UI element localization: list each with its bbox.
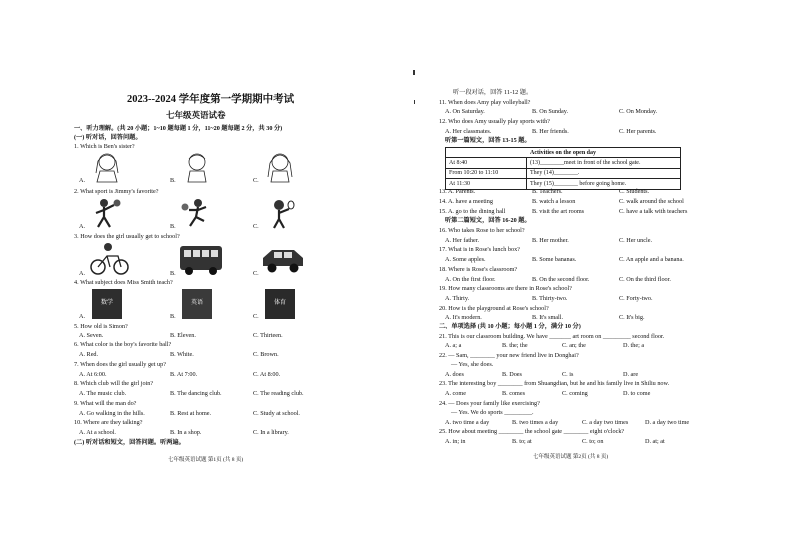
option-b: B. comes [502, 390, 526, 397]
table-cell-time: From 10:20 to 11:10 [446, 168, 527, 178]
part-1-heading: (一) 听对话，回答问题。 [74, 134, 142, 141]
option-label-a: A. [79, 313, 86, 320]
question-18: 18. Where is Rose's classroom? [439, 266, 518, 273]
activity-table [445, 147, 681, 190]
option-c: C. Students. [619, 188, 650, 195]
option-a: A. Her classmates. [445, 128, 492, 135]
table-header-row [446, 148, 681, 158]
option-d: D. are [623, 371, 639, 378]
option-label-c: C. [253, 177, 259, 184]
option-a: A. a; a [445, 342, 462, 349]
question-6: 6. What color is the boy's favorite ball? [74, 341, 172, 348]
bicycle-picture [88, 242, 132, 276]
math-book-title: 数学 [100, 299, 113, 306]
table-row [446, 168, 681, 178]
girl-picture-c [265, 151, 295, 183]
pe-book-title: 体育 [273, 299, 286, 306]
question-8: 8. Which club will the girl join? [74, 380, 154, 387]
option-c: C. Forty-two. [619, 295, 653, 302]
option-d: D. at; at [645, 438, 665, 445]
option-b: B. Her mother. [532, 237, 569, 244]
table-row [446, 158, 681, 168]
question-4: 4. What subject does Miss Smith teach? [74, 279, 173, 286]
scan-mark [414, 100, 415, 104]
option-c: C. On the third floor. [619, 276, 671, 283]
option-c: C. Thirteen. [253, 332, 283, 339]
table-cell-activity: They (15)________ before going home. [527, 179, 681, 189]
option-a: A. On Saturday. [445, 108, 485, 115]
section-1-heading: 一、听力理解。(共 20 小题；1~10 题每题 1 分，11~20 题每题 2 分，共 30 分) [74, 125, 283, 132]
option-a: 14. A. have a meeting [439, 198, 493, 205]
question-10: 10. Where are they talking? [74, 419, 143, 426]
option-a: A. Go walking in the hills. [79, 410, 145, 417]
page-footer: 七年级英语试题 第1页 (共 8 页) [168, 457, 244, 463]
option-c: C. coming [562, 390, 588, 397]
option-a: 13. A. Parents. [439, 188, 476, 195]
question-2: 2. What sport is Jimmy's favorite? [74, 188, 159, 195]
option-a: A. in; in [445, 438, 466, 445]
option-b: B. At 7:00. [170, 371, 198, 378]
option-c: C. Her parents. [619, 128, 657, 135]
option-b: B. the; the [502, 342, 528, 349]
option-a: A. At a school. [79, 429, 116, 436]
option-c: C. walk around the school [619, 198, 684, 205]
english-book-picture [182, 289, 212, 319]
option-c: C. An apple and a banana. [619, 256, 684, 263]
scan-mark [413, 70, 415, 75]
question-24-reply: — Yes. We do sports _________. [451, 409, 534, 416]
option-a: A. Her father. [445, 237, 480, 244]
question-7: 7. When does the girl usually get up? [74, 361, 166, 368]
option-b: B. In a shop. [170, 429, 202, 436]
option-b: B. Rest at home. [170, 410, 212, 417]
option-a: A. come [445, 390, 466, 397]
girl-picture-a [92, 151, 122, 183]
option-b: B. Teachers. [532, 188, 563, 195]
question-3: 3. How does the girl usually get to school? [74, 233, 180, 240]
option-c: C. have a talk with teachers [619, 208, 688, 215]
option-d: D. the; a [623, 342, 645, 349]
option-d: D. to come [623, 390, 651, 397]
option-b: B. The dancing club. [170, 390, 222, 397]
tennis-player-picture [263, 197, 295, 229]
question-21: 21. This is our classroom building. We have _______ art room on _________ second floor. [439, 333, 665, 340]
question-24: 24. — Does your family like exercising? [439, 400, 540, 407]
option-a: A. At 6:00. [79, 371, 107, 378]
option-label-a: A. [79, 270, 86, 277]
option-a: A. Seven. [79, 332, 104, 339]
question-22: 22. — Sam, ________ your new friend live in Donghai? [439, 352, 579, 359]
option-c: C. On Monday. [619, 108, 658, 115]
option-label-c: C. [253, 313, 259, 320]
option-d: D. a day two time [645, 419, 690, 426]
option-a: A. does [445, 371, 464, 378]
question-11: 11. When does Amy play volleyball? [439, 99, 531, 106]
option-a: A. two time a day [445, 419, 490, 426]
pe-book-picture [265, 289, 295, 319]
option-c: C. It's big. [619, 314, 645, 321]
table-cell-time: At 8:40 [446, 158, 527, 168]
option-b: B. visit the art rooms [532, 208, 585, 215]
option-b: B. Her friends. [532, 128, 569, 135]
option-c: C. is [562, 371, 574, 378]
option-b: B. to; at [512, 438, 532, 445]
option-a: A. Some apples. [445, 256, 486, 263]
option-a: 15. A. go to the dining hall [439, 208, 506, 215]
car-picture [260, 242, 306, 276]
page-footer: 七年级英语试题 第2页 (共 8 页) [533, 454, 609, 460]
option-label-c: C. [253, 223, 259, 230]
option-b: B. White. [170, 351, 194, 358]
option-b: B. Some bananas. [532, 256, 577, 263]
basketball-player-picture [90, 197, 124, 229]
passage-2-intro: 听第二篇短文，回答 16-20 题。 [445, 217, 531, 224]
option-b: B. It's small. [532, 314, 564, 321]
question-1: 1. Which is Ben's sister? [74, 143, 135, 150]
exam-title: 2023--2024 学年度第一学期期中考试 [127, 94, 295, 105]
exam-page-2 [397, 0, 794, 549]
section-2-heading: 二、单项选择 (共 10 小题；每小题 1 分，满分 10 分) [439, 323, 581, 330]
exam-subtitle: 七年级英语试卷 [166, 110, 226, 120]
option-label-b: B. [170, 177, 176, 184]
option-b: B. Thirty-two. [532, 295, 568, 302]
question-5: 5. How old is Simon? [74, 323, 128, 330]
option-b: B. Eleven. [170, 332, 196, 339]
question-19: 19. How many classrooms are there in Rose's school? [439, 285, 572, 292]
option-c: C. The reading club. [253, 390, 304, 397]
passage-1-intro: 听第一篇短文，回答 13-15 题。 [445, 137, 531, 144]
option-c: C. Brown. [253, 351, 279, 358]
option-a: A. Red. [79, 351, 99, 358]
option-b: B. On Sunday. [532, 108, 569, 115]
option-b: B. watch a lesson [532, 198, 576, 205]
question-17: 17. What is in Rose's lunch box? [439, 246, 520, 253]
option-c: C. Her uncle. [619, 237, 652, 244]
option-label-b: B. [170, 270, 176, 277]
girl-picture-b [182, 151, 212, 183]
option-label-b: B. [170, 223, 176, 230]
bus-picture [178, 242, 224, 276]
question-22-reply: — Yes, she does. [451, 361, 494, 368]
math-book-picture [92, 289, 122, 319]
table-cell-time: At 11:30 [446, 179, 527, 189]
option-c: C. to; on [582, 438, 604, 445]
option-c: C. Study at school. [253, 410, 300, 417]
question-23: 23. The interesting boy ________ from Shuangdian, but he and his family live in Shiliu now. [439, 380, 670, 387]
option-label-b: B. [170, 313, 176, 320]
option-c: C. a day two times [582, 419, 629, 426]
option-b: B. two times a day [512, 419, 559, 426]
question-9: 9. What will the man do? [74, 400, 137, 407]
table-header: Activities on the open day [446, 148, 681, 158]
table-cell-activity: They (14)________. [527, 168, 681, 178]
listening-intro: 听一段对话，回答 11-12 题。 [453, 89, 533, 96]
question-16: 16. Who takes Rose to her school? [439, 227, 525, 234]
question-12: 12. Who does Amy usually play sports with? [439, 118, 550, 125]
table-cell-activity: (13)________meet in front of the school gate. [527, 158, 681, 168]
option-b: B. Does [502, 371, 522, 378]
option-b: B. On the second floor. [532, 276, 590, 283]
question-20: 20. How is the playground at Rose's school? [439, 305, 549, 312]
part-2-heading: (二) 听对话和短文，回答问题。听两遍。 [74, 439, 185, 446]
option-a: A. It's modern. [445, 314, 482, 321]
option-c: C. At 8:00. [253, 371, 281, 378]
option-a: A. Thirty. [445, 295, 470, 302]
option-label-a: A. [79, 223, 86, 230]
question-25: 25. How about meeting ________ the school gate ________ eight o'clock? [439, 428, 625, 435]
english-book-title: 英语 [190, 299, 203, 306]
option-label-c: C. [253, 270, 259, 277]
option-label-a: A. [79, 177, 86, 184]
option-c: C. an; the [562, 342, 586, 349]
soccer-player-picture [180, 197, 214, 229]
option-a: A. The music club. [79, 390, 127, 397]
option-c: C. In a library. [253, 429, 289, 436]
option-a: A. On the first floor. [445, 276, 496, 283]
